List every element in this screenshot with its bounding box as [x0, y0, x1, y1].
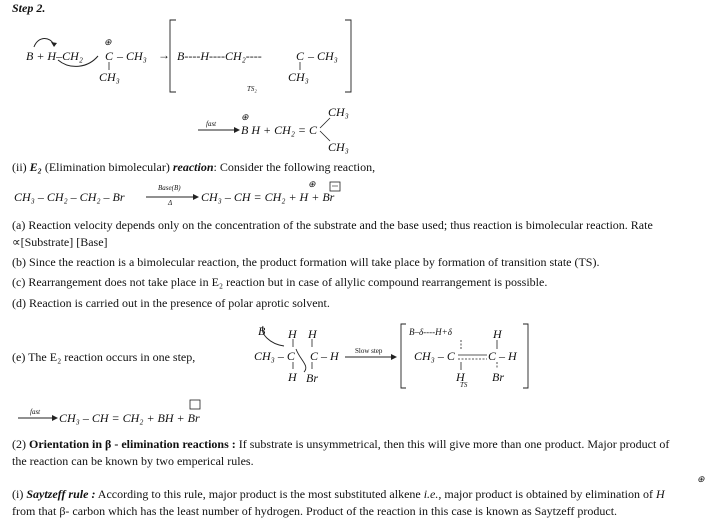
e2-heading-e2: E₂ — [29, 160, 42, 174]
e2-heading-reaction: reaction — [172, 160, 214, 174]
curved-arrow-icon — [34, 38, 54, 47]
ts-top: B–δ----H+δ — [409, 327, 452, 337]
fast-label: fast — [206, 120, 217, 128]
ts-h-bot: H — [456, 370, 465, 384]
plus-charge-icon: ⊕ — [308, 179, 316, 189]
ts-methyl-below: CH₃ — [288, 70, 309, 84]
orientation-lead: (2) — [12, 437, 29, 451]
slow-step-label: Slow step — [355, 347, 383, 355]
delta-label: Δ — [168, 199, 173, 207]
step-title: Step 2. — [12, 1, 46, 15]
eq1-lhs: B + H–CH₂ — [26, 49, 83, 63]
arrowhead-icon — [391, 354, 397, 360]
orientation-line2: the reaction can be known by two emperical rules. — [12, 454, 254, 468]
eq2-product: B H + CH₂ = C — [241, 123, 318, 137]
point-a-cont: ∝[Substrate] [Base] — [12, 235, 108, 249]
eq4-h-top2: H — [308, 327, 317, 341]
eq3-product: CH₃ – CH = CH₂ + H + Br — [201, 190, 335, 204]
eq2-ch3-top: CH₃ — [328, 105, 349, 119]
bracket-right — [523, 324, 528, 388]
e2-heading-num: (ii) — [12, 160, 27, 174]
orientation-line1 — [12, 437, 669, 452]
plus-charge-icon: ⊕ — [697, 474, 705, 484]
e2-heading-rest: : Consider the following reaction, — [213, 160, 376, 174]
ts-methyl-right: – CH₃ — [308, 49, 338, 63]
plus-charge-icon: ⊕ — [104, 37, 112, 47]
arrowhead-icon — [234, 127, 240, 133]
point-a: (a) Reaction velocity depends only on the concentration of the substrate and the base used; thus reaction is bimolecular reaction. Rate — [12, 218, 653, 232]
orientation-rest: If substrate is unsymmetrical, then this will give more than one product. Major product of — [235, 437, 670, 451]
point-c: (c) Rearrangement does not take place in E₂ reaction but in case of allylic compound rearrangement is possible. — [12, 275, 548, 289]
fast-label: fast — [30, 408, 41, 416]
point-d: (d) Reaction is carried out in the presence of polar aprotic solvent. — [12, 296, 330, 310]
saytzeff-h: H — [656, 487, 665, 501]
arrowhead-icon — [193, 194, 199, 200]
eq3-reactant: CH₃ – CH₂ – CH₂ – Br — [14, 190, 125, 204]
base-label: Base(B) — [158, 184, 181, 192]
eq4-br-bot: Br — [306, 371, 318, 385]
eq1-methyl-below: CH₃ — [99, 70, 120, 84]
bracket-left — [401, 324, 406, 388]
ts-label: TS — [460, 381, 468, 389]
eq4-b: B — [258, 324, 266, 338]
eq1-carbon: C — [105, 49, 114, 63]
ts-c2: C – H — [488, 349, 517, 363]
e2-heading — [12, 160, 375, 175]
ts-br: Br — [492, 370, 504, 384]
saytzeff-lead: (i) — [12, 487, 27, 501]
ts2-label: TS₂ — [247, 85, 257, 93]
arrowhead-icon — [52, 415, 58, 421]
eq1-methyl-right: – CH₃ — [117, 49, 147, 63]
eq1-arrow: → — [158, 48, 170, 62]
curved-arrow-icon — [296, 349, 306, 372]
e2-heading-paren: (Elimination bimolecular) — [44, 160, 170, 174]
saytzeff-line1 — [12, 487, 665, 502]
bracket-right — [345, 20, 351, 92]
bracket-left — [170, 20, 176, 92]
eq5-product: CH₃ – CH = CH₂ + BH + Br — [59, 411, 200, 425]
saytzeff-ie: i.e., — [423, 487, 442, 501]
eq2-ch3-bottom: CH₃ — [328, 140, 349, 154]
eq4-h-bot: H — [288, 370, 297, 384]
orientation-bold: Orientation in β - elimination reactions : — [29, 437, 236, 451]
arrowhead-icon — [51, 42, 57, 47]
curved-arrow-icon — [262, 326, 284, 346]
eq4-ch3c: CH₃ – C — [254, 349, 295, 363]
saytzeff-rest2: major product is obtained by elimination of — [441, 487, 657, 501]
eraser-icon — [190, 400, 200, 409]
plus-charge-icon: ⊕ — [241, 112, 249, 122]
ts-lhs: B----H----CH₂---- — [177, 49, 262, 63]
saytzeff-title: Saytzeff rule : — [26, 487, 96, 501]
ts-carbon: C — [296, 49, 305, 63]
ts-h-top: H — [493, 327, 502, 341]
saytzeff-line2: from that β- carbon which has the least number of hydrogen. Product of the reaction in this case is known as Saytzeff product. — [12, 504, 618, 518]
point-b: (b) Since the reaction is a bimolecular reaction, the product formation will take place by formation of transition state (TS). — [12, 255, 600, 269]
saytzeff-rest: According to this rule, major product is the most substituted alkene — [95, 487, 424, 501]
ts-ch3c: CH₃ – C — [414, 349, 455, 363]
e-one-step: (e) The E₂ reaction occurs in one step, — [12, 350, 196, 364]
eq4-h-top1: H — [288, 327, 297, 341]
eq4-c2: C – H — [310, 349, 339, 363]
